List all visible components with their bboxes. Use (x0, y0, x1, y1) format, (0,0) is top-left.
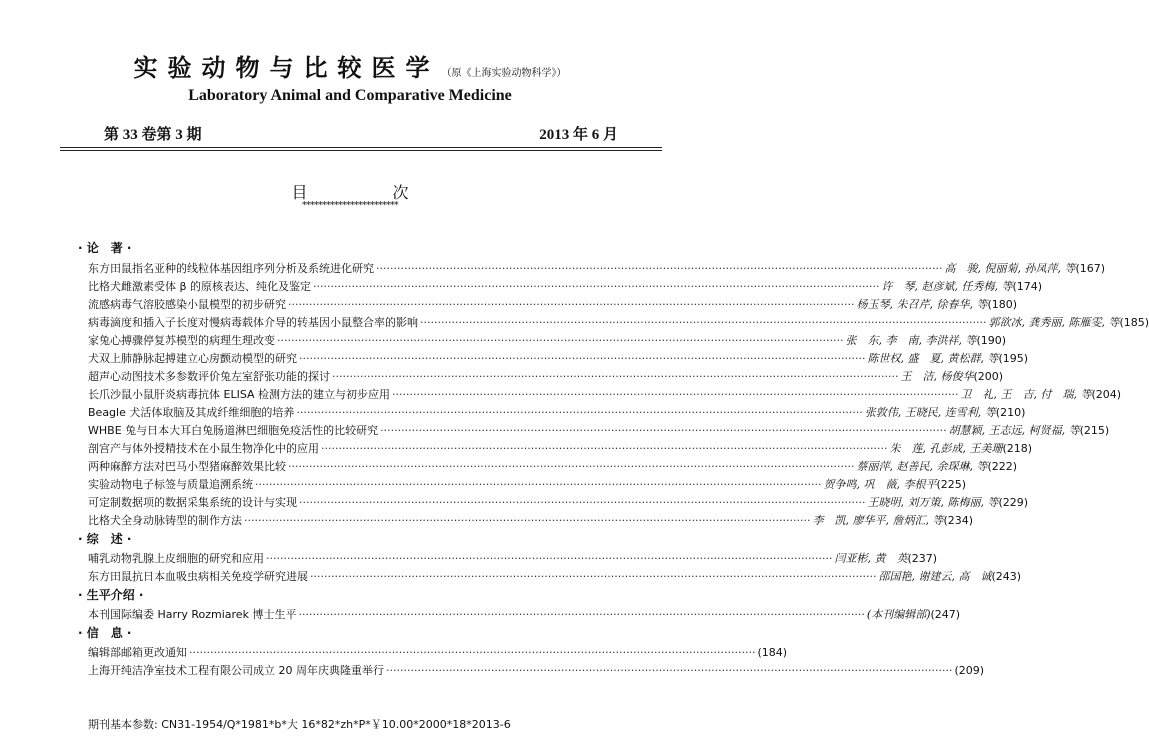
entry-title: 编辑部邮箱更改通知 (88, 646, 187, 659)
issue-line (104, 123, 618, 143)
entry-title: 两种麻醉方法对巴马小型猪麻醉效果比较 (88, 460, 286, 473)
leader-dots (255, 476, 821, 494)
leader-dots (392, 386, 958, 404)
entry-authors: 卫 礼, 王 吉, 付 瑞, 等 (960, 388, 1092, 401)
toc-entry[interactable] (88, 350, 1029, 368)
entry-authors: 闫亚彬, 黄 英 (834, 552, 908, 565)
toc-entry[interactable] (88, 476, 967, 494)
toc-entry[interactable] (88, 296, 1018, 314)
entry-page: (185) (1119, 316, 1149, 329)
toc-entry[interactable] (88, 314, 1149, 332)
entry-title: 可定制数据项的数据采集系统的设计与实现 (88, 496, 297, 509)
entry-page: (209) (954, 664, 985, 677)
toc-entry[interactable] (88, 440, 1033, 458)
toc-entry[interactable] (88, 494, 1029, 512)
toc-entry[interactable] (88, 606, 961, 624)
section-head-articles: · 论 著 · (78, 241, 132, 255)
entry-title: 比格犬全身动脉铸型的制作方法 (88, 514, 242, 527)
toc-entry[interactable] (88, 550, 938, 568)
entry-authors: 张 东, 李 南, 李洪祥, 等 (845, 334, 977, 347)
leader-dots (299, 494, 865, 512)
section-head-news: · 信 息 · (78, 626, 132, 640)
entry-title: Beagle 犬活体取脑及其成纤维细胞的培养 (88, 406, 295, 419)
entry-title: 病毒滴度和插入子长度对慢病毒载体介导的转基因小鼠整合率的影响 (88, 316, 418, 329)
entry-authors: 陈世权, 盛 夏, 黄松群, 等 (867, 352, 999, 365)
entry-title: 实验动物电子标签与质量追溯系统 (88, 478, 253, 491)
entry-page: (184) (757, 646, 788, 659)
entry-title: 家兔心搏骤停复苏模型的病理生理改变 (88, 334, 275, 347)
journal-parameters: 期刊基本参数: CN31-1954/Q*1981*b*大 16*82*zh*P*￥10.00*2000*18*2013-6 (88, 718, 511, 731)
section-head-reviews: · 综 述 · (78, 532, 132, 546)
volume-issue: 第 33 卷第 3 期 (104, 127, 202, 143)
entry-page: (229) (998, 496, 1029, 509)
header-rule-top (60, 147, 662, 148)
leader-dots (277, 332, 843, 350)
toc-entry[interactable] (88, 404, 1026, 422)
entry-authors: 王 洁, 杨俊华 (900, 370, 974, 383)
entry-authors: 朱 莲, 孔彭成, 王美珊 (889, 442, 1003, 455)
entry-title: 流感病毒气溶胶感染小鼠模型的初步研究 (88, 298, 286, 311)
entry-title: 东方田鼠抗日本血吸虫病相关免疫学研究进展 (88, 570, 308, 583)
leader-dots (321, 440, 887, 458)
entry-page: (195) (998, 352, 1029, 365)
entry-page: (210) (995, 406, 1026, 419)
entry-authors: 李 凯, 廖华平, 詹炳汇, 等 (812, 514, 944, 527)
toc-entry[interactable] (88, 260, 1106, 278)
journal-title-en: Laboratory Animal and Comparative Medicine (188, 87, 512, 104)
leader-dots (288, 296, 854, 314)
leader-dots (244, 512, 810, 530)
entry-authors: 王晓明, 刘万策, 陈梅丽, 等 (867, 496, 999, 509)
entry-page: (234) (943, 514, 974, 527)
entry-page: (225) (936, 478, 967, 491)
entry-page: (215) (1079, 424, 1110, 437)
toc-entry[interactable] (88, 368, 1004, 386)
leader-dots (313, 278, 879, 296)
entry-page: (222) (987, 460, 1018, 473)
leader-dots (332, 368, 898, 386)
subtitle-cn: （原《上海实验动物科学》） (441, 68, 567, 79)
entry-page: (174) (1012, 280, 1043, 293)
entry-title: 长爪沙鼠小鼠肝炎病毒抗体 ELISA 检测方法的建立与初步应用 (88, 388, 391, 401)
leader-dots (420, 314, 986, 332)
leader-dots (310, 568, 876, 586)
entry-authors: 贺争鸣, 巩 薇, 李根平 (823, 478, 937, 491)
header-rule-bottom (60, 150, 662, 151)
entry-authors: 张敦伟, 王晓民, 连雪利, 等 (864, 406, 996, 419)
entry-title: 比格犬雌激素受体 β 的原核表达、纯化及鉴定 (88, 280, 312, 293)
entry-authors: 胡慧颖, 王志远, 柯贤福, 等 (948, 424, 1080, 437)
entry-authors: (本刊编辑部) (866, 608, 931, 621)
entry-authors: 杨玉琴, 朱召芹, 徐春华, 等 (856, 298, 988, 311)
toc-entry[interactable] (88, 568, 1022, 586)
toc-entry[interactable] (88, 386, 1122, 404)
entry-title: 上海开纯洁净室技术工程有限公司成立 20 周年庆典隆重举行 (88, 664, 384, 677)
entry-page: (190) (976, 334, 1007, 347)
toc-entry[interactable] (88, 422, 1110, 440)
toc-entry[interactable] (88, 332, 1007, 350)
entry-page: (200) (973, 370, 1004, 383)
leader-dots (298, 606, 864, 624)
entry-title: 超声心动图技术多参数评价兔左室舒张功能的探讨 (88, 370, 330, 383)
leader-dots (189, 644, 755, 662)
entry-authors: 高 骏, 倪丽菊, 孙凤萍, 等 (944, 262, 1076, 275)
leader-dots (296, 404, 862, 422)
entry-title: 东方田鼠指名亚种的线粒体基因组序列分析及系统进化研究 (88, 262, 374, 275)
toc-entry[interactable] (88, 644, 788, 662)
entry-authors: 郭欲冰, 龚秀丽, 陈雁雯, 等 (988, 316, 1120, 329)
entry-title: 犬双上肺静脉起搏建立心房颤动模型的研究 (88, 352, 297, 365)
leader-dots (376, 260, 942, 278)
journal-title-cn (0, 48, 700, 83)
entry-authors: 许 琴, 赵彦斌, 任秀梅, 等 (881, 280, 1013, 293)
leader-dots (386, 662, 952, 680)
leader-dots (380, 422, 946, 440)
title-cn: 实验动物与比较医学 (133, 54, 440, 82)
entry-page: (180) (987, 298, 1018, 311)
leader-dots (299, 350, 865, 368)
issue-date: 2013 年 6 月 (539, 127, 618, 143)
toc-entry[interactable] (88, 512, 974, 530)
section-head-biography: · 生平介绍 · (78, 588, 144, 602)
entry-page: (218) (1002, 442, 1033, 455)
entry-title: 剖宫产与体外授精技术在小鼠生物净化中的应用 (88, 442, 319, 455)
toc-entry[interactable] (88, 458, 1018, 476)
toc-stars: ************************ (302, 201, 398, 211)
toc-entry[interactable] (88, 278, 1043, 296)
toc-entry[interactable] (88, 662, 985, 680)
entry-title: 本刊国际编委 Harry Rozmiarek 博士生平 (88, 608, 297, 621)
leader-dots (266, 550, 832, 568)
entry-page: (247) (930, 608, 961, 621)
entry-page: (237) (907, 552, 938, 565)
entry-page: (167) (1075, 262, 1106, 275)
leader-dots (288, 458, 854, 476)
entry-title: WHBE 兔与日本大耳白兔肠道淋巴细胞免疫活性的比较研究 (88, 424, 379, 437)
entry-authors: 蔡丽萍, 赵善民, 余琛琳, 等 (856, 460, 988, 473)
entry-page: (243) (991, 570, 1022, 583)
toc-heading: 目 次 (291, 183, 449, 202)
entry-page: (204) (1091, 388, 1122, 401)
entry-authors: 邵国艳, 谢建云, 高 诚 (878, 570, 992, 583)
entry-title: 哺乳动物乳腺上皮细胞的研究和应用 (88, 552, 264, 565)
